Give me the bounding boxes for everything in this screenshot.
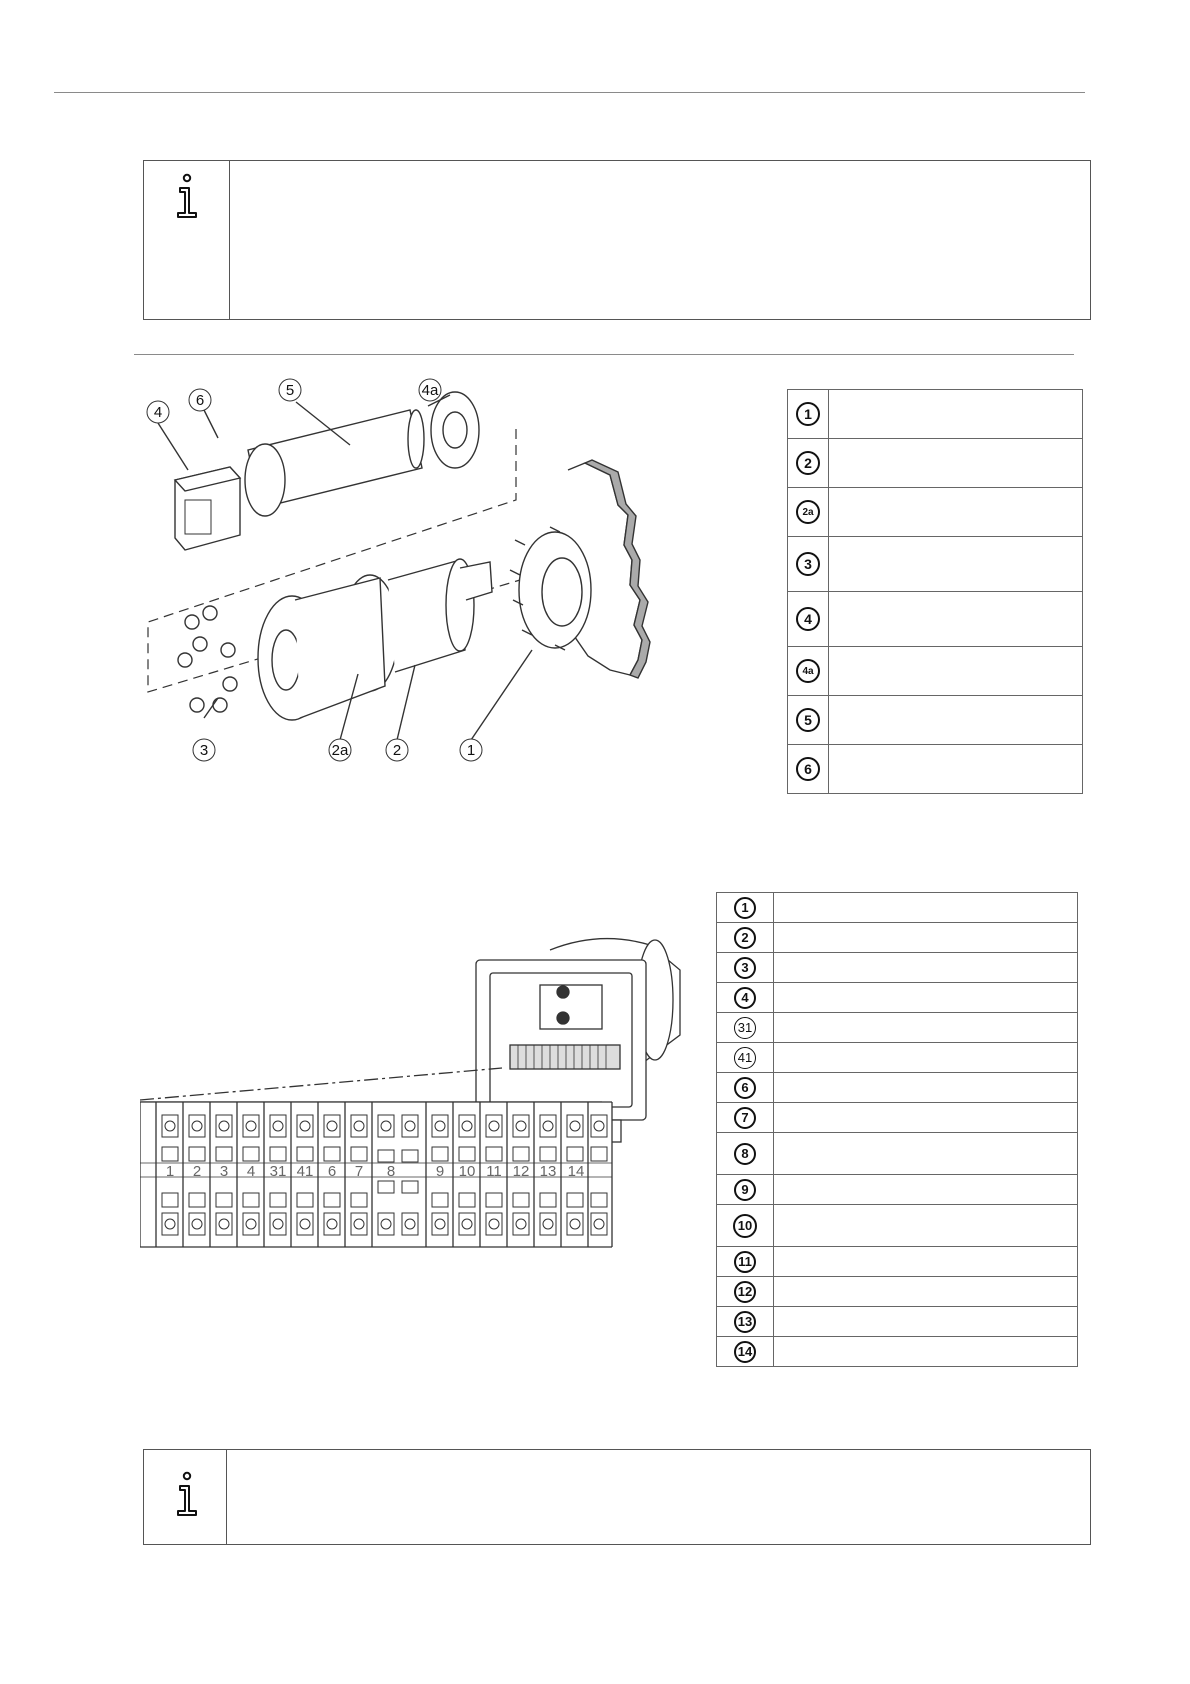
legend-row	[717, 1043, 1078, 1073]
legend-row	[717, 893, 1078, 923]
legend-description	[774, 1043, 1078, 1073]
info-note-divider	[226, 1450, 227, 1544]
info-icon	[172, 173, 202, 219]
electronics-module	[540, 985, 602, 1029]
terminal-label: 1	[165, 1163, 175, 1180]
info-note-divider	[229, 161, 230, 319]
svg-text:1: 1	[466, 742, 476, 759]
legend-row	[717, 1133, 1078, 1175]
legend-row	[717, 1103, 1078, 1133]
legend-number: 4a	[796, 659, 820, 683]
info-note-2	[143, 1449, 1091, 1545]
legend-description	[829, 696, 1083, 745]
svg-text:5: 5	[285, 382, 295, 399]
terminal-label: 6	[327, 1163, 337, 1180]
terminal-label: 2	[192, 1163, 202, 1180]
legend-number: 12	[734, 1281, 756, 1303]
svg-text:4: 4	[153, 404, 163, 421]
callout-6	[189, 389, 211, 411]
legend-row	[788, 592, 1083, 647]
terminal-block	[510, 1045, 620, 1069]
terminal-label: 11	[486, 1163, 502, 1180]
terminal-label: 10	[458, 1163, 476, 1180]
callout-4	[147, 401, 169, 423]
legend-number: 2	[734, 927, 756, 949]
legend-row	[717, 983, 1078, 1013]
svg-text:2: 2	[392, 742, 402, 759]
legend-number: 41	[734, 1047, 756, 1069]
legend-description	[829, 390, 1083, 439]
terminal-label: 14	[567, 1163, 585, 1180]
wall-flange-hole	[542, 558, 582, 626]
legend-table-2	[716, 892, 1078, 1367]
callout-3	[193, 739, 215, 761]
callout-2	[386, 739, 408, 761]
terminal-label: 3	[219, 1163, 229, 1180]
terminal-label: 8	[386, 1163, 396, 1180]
legend-number: 14	[734, 1341, 756, 1363]
terminal-label: 31	[269, 1163, 287, 1180]
legend-description	[774, 1205, 1078, 1247]
legend-row	[788, 488, 1083, 537]
legend-number: 5	[796, 708, 820, 732]
legend-description	[829, 537, 1083, 592]
legend-number: 3	[734, 957, 756, 979]
legend-number: 31	[734, 1017, 756, 1039]
legend-row	[717, 1307, 1078, 1337]
legend-number: 6	[796, 757, 820, 781]
legend-number: 7	[734, 1107, 756, 1129]
legend-description	[774, 1013, 1078, 1043]
svg-text:3: 3	[199, 742, 209, 759]
legend-number: 4	[796, 607, 820, 631]
assembly-exploded-drawing	[140, 360, 680, 780]
legend-number: 1	[734, 897, 756, 919]
legend-description	[829, 592, 1083, 647]
junction-box-drawing	[140, 925, 700, 1345]
legend-description	[774, 893, 1078, 923]
legend-description	[774, 1133, 1078, 1175]
callout-5	[279, 379, 301, 401]
legend-description	[829, 439, 1083, 488]
legend-description	[774, 1247, 1078, 1277]
info-note-1	[143, 160, 1091, 320]
legend-description	[774, 1277, 1078, 1307]
legend-description	[829, 647, 1083, 696]
legend-number: 4	[734, 987, 756, 1009]
legend-number: 10	[733, 1214, 757, 1238]
legend-description	[829, 745, 1083, 794]
info-icon	[172, 1471, 202, 1517]
legend-description	[774, 983, 1078, 1013]
section-rule	[134, 354, 1074, 355]
legend-description	[774, 1307, 1078, 1337]
svg-text:2a: 2a	[331, 742, 349, 759]
terminal-label: 41	[296, 1163, 314, 1180]
legend-description	[774, 1337, 1078, 1367]
terminal-label: 7	[354, 1163, 364, 1180]
legend-row	[788, 439, 1083, 488]
terminal-label: 12	[512, 1163, 530, 1180]
callout-2a	[329, 739, 351, 761]
legend-description	[774, 1103, 1078, 1133]
legend-row	[717, 1073, 1078, 1103]
legend-description	[774, 953, 1078, 983]
legend-description	[774, 923, 1078, 953]
nuts-3	[178, 606, 237, 712]
legend-row	[788, 390, 1083, 439]
legend-number: 2a	[796, 500, 820, 524]
legend-row	[788, 647, 1083, 696]
legend-number: 11	[734, 1251, 756, 1273]
legend-row	[717, 1013, 1078, 1043]
legend-description	[774, 1073, 1078, 1103]
legend-row	[717, 1337, 1078, 1367]
legend-number: 8	[734, 1143, 756, 1165]
callout-4a	[419, 379, 441, 401]
legend-row	[717, 953, 1078, 983]
legend-description	[829, 488, 1083, 537]
legend-number: 6	[734, 1077, 756, 1099]
callout-1	[460, 739, 482, 761]
svg-text:4a: 4a	[421, 382, 439, 399]
legend-number: 13	[734, 1311, 756, 1333]
terminal-label: 9	[435, 1163, 445, 1180]
legend-row	[717, 1247, 1078, 1277]
legend-row	[717, 923, 1078, 953]
svg-text:6: 6	[195, 392, 205, 409]
legend-row	[788, 745, 1083, 794]
legend-row	[788, 696, 1083, 745]
legend-number: 2	[796, 451, 820, 475]
probe-flange	[245, 444, 285, 516]
legend-row	[788, 537, 1083, 592]
legend-row	[717, 1175, 1078, 1205]
header-rule	[54, 92, 1085, 93]
legend-row	[717, 1277, 1078, 1307]
legend-row	[717, 1205, 1078, 1247]
legend-number: 1	[796, 402, 820, 426]
legend-table-1	[787, 389, 1083, 794]
terminal-label: 13	[539, 1163, 557, 1180]
legend-number: 3	[796, 552, 820, 576]
terminal-label: 4	[246, 1163, 256, 1180]
legend-description	[774, 1175, 1078, 1205]
legend-number: 9	[734, 1179, 756, 1201]
